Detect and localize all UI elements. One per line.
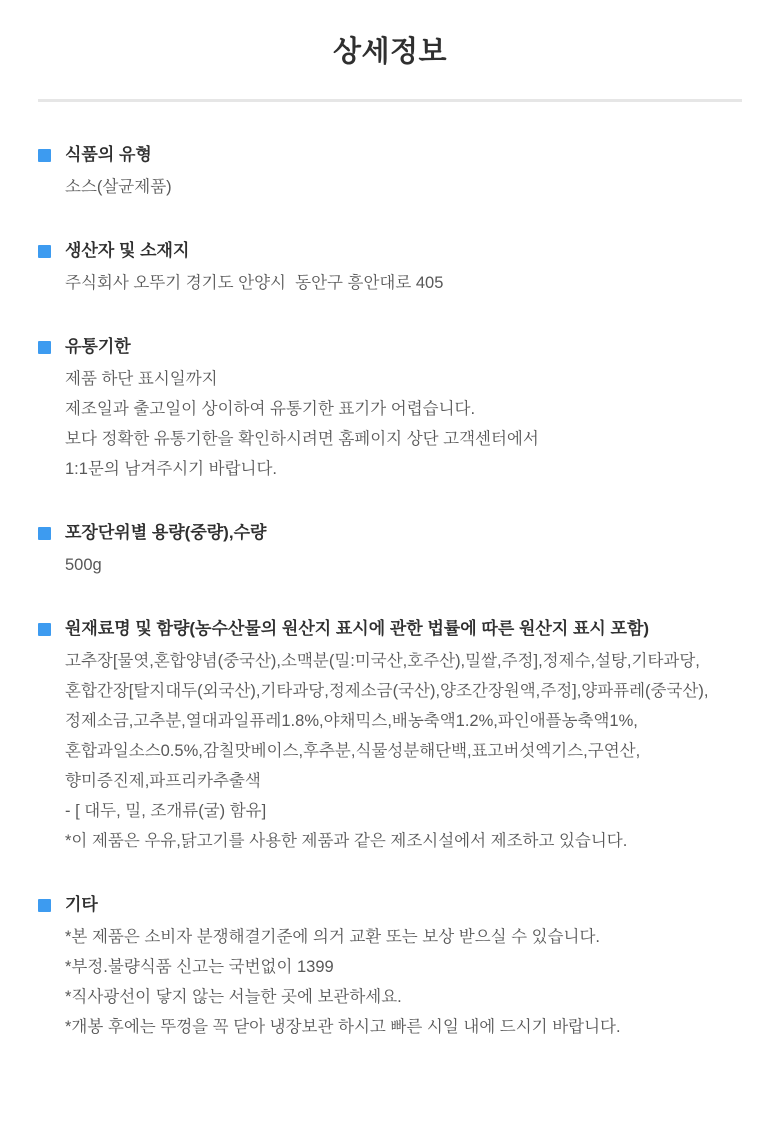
blue-square-bullet-icon <box>38 341 51 354</box>
section-heading <box>38 240 742 262</box>
section-heading <box>38 522 742 544</box>
detail-section <box>38 240 742 298</box>
section-body-line: 정제소금,고추분,열대과일퓨레1.8%,야채믹스,배농축액1.2%,파인애플농축액1%, <box>65 712 638 730</box>
section-heading-text: 유통기한 <box>65 337 131 356</box>
section-heading-text: 식품의 유형 <box>65 145 152 164</box>
section-body-line: *본 제품은 소비자 분쟁해결기준에 의거 교환 또는 보상 받으실 수 있습니다. <box>65 928 601 946</box>
section-body-line: 제품 하단 표시일까지 <box>65 370 218 388</box>
section-heading-text: 생산자 및 소재지 <box>65 241 190 260</box>
section-body-line: 혼합간장[탈지대두(외국산),기타과당,정제소금(국산),양조간장원액,주정],양파퓨레(중국산), <box>65 682 709 700</box>
section-heading-text: 기타 <box>65 895 98 914</box>
detail-section <box>38 618 742 856</box>
blue-square-bullet-icon <box>38 623 51 636</box>
section-body-line: 주식회사 오뚜기 경기도 안양시 동안구 흥안대로 405 <box>65 274 444 292</box>
blue-square-bullet-icon <box>38 149 51 162</box>
section-body-line: 1:1문의 남겨주시기 바랍니다. <box>65 460 278 478</box>
blue-square-bullet-icon <box>38 899 51 912</box>
detail-section <box>38 894 742 1042</box>
section-body-line: 혼합과일소스0.5%,감칠맛베이스,후추분,식물성분해단백,표고버섯엑기스,구연산, <box>65 742 641 760</box>
section-body-line: *직사광선이 닿지 않는 서늘한 곳에 보관하세요. <box>65 988 402 1006</box>
section-body <box>65 646 742 856</box>
section-body-line: 500g <box>65 556 102 574</box>
section-heading-text: 원재료명 및 함량(농수산물의 원산지 표시에 관한 법률에 따른 원산지 표시 포함) <box>65 619 650 638</box>
detail-section <box>38 144 742 202</box>
section-heading <box>38 894 742 916</box>
blue-square-bullet-icon <box>38 245 51 258</box>
detail-section <box>38 522 742 580</box>
section-body <box>65 364 742 484</box>
detail-sections <box>38 102 742 1042</box>
page-title: 상세정보 <box>332 36 448 68</box>
section-body-line: 소스(살균제품) <box>65 178 172 196</box>
section-heading <box>38 144 742 166</box>
section-body-line: *이 제품은 우유,닭고기를 사용한 제품과 같은 제조시설에서 제조하고 있습니다. <box>65 832 628 850</box>
section-body-line: *개봉 후에는 뚜껑을 꼭 닫아 냉장보관 하시고 빠른 시일 내에 드시기 바랍니다. <box>65 1018 621 1036</box>
blue-square-bullet-icon <box>38 527 51 540</box>
detail-section <box>38 336 742 484</box>
section-heading <box>38 618 742 640</box>
section-body <box>65 922 742 1042</box>
section-body-line: 제조일과 출고일이 상이하여 유통기한 표기가 어렵습니다. <box>65 400 476 418</box>
section-body-line: 고추장[물엿,혼합양념(중국산),소맥분(밀:미국산,호주산),밀쌀,주정],정제수,설탕,기타과당, <box>65 652 700 670</box>
section-body-line: 보다 정확한 유통기한을 확인하시려면 홈페이지 상단 고객센터에서 <box>65 430 539 448</box>
section-body <box>65 550 742 580</box>
section-body-line: 향미증진제,파프리카추출색 <box>65 772 261 790</box>
section-body <box>65 172 742 202</box>
section-heading-text: 포장단위별 용량(중량),수량 <box>65 523 267 542</box>
section-body-line: *부정.불량식품 신고는 국번없이 1399 <box>65 958 334 976</box>
section-body <box>65 268 742 298</box>
section-heading <box>38 336 742 358</box>
section-body-line: - [ 대두, 밀, 조개류(굴) 함유] <box>65 802 267 820</box>
